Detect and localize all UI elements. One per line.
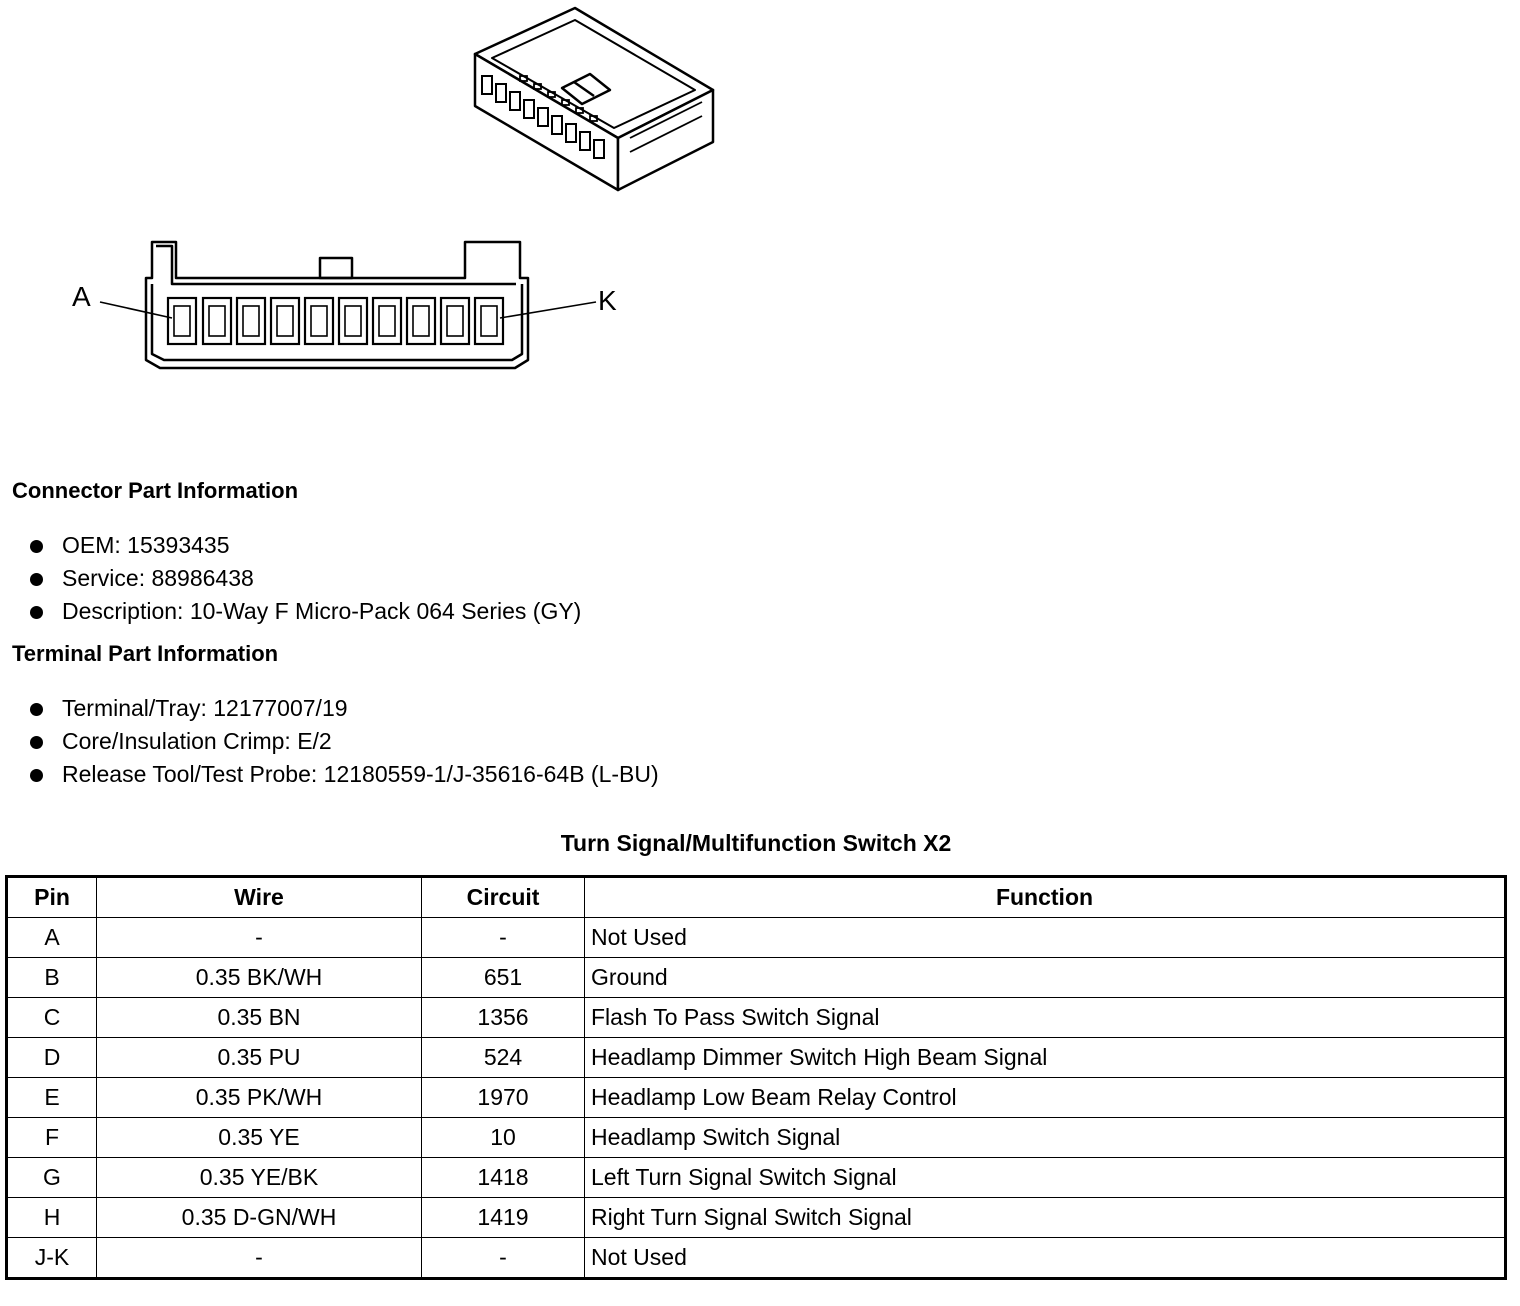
cell-circuit: 524 (422, 1038, 585, 1078)
list-item: Terminal/Tray: 12177007/19 (28, 692, 659, 725)
terminal-part-info-title: Terminal Part Information (12, 641, 279, 666)
cell-circuit: 1418 (422, 1158, 585, 1198)
cell-wire: - (97, 918, 422, 958)
cell-circuit: 10 (422, 1118, 585, 1158)
header-function: Function (585, 877, 1506, 918)
cell-pin: G (7, 1158, 97, 1198)
table-row (7, 1238, 1506, 1279)
pin-k-label: K (598, 285, 617, 316)
cell-pin: C (7, 998, 97, 1038)
connector-part-info-title: Connector Part Information (12, 478, 299, 503)
cell-wire: 0.35 D-GN/WH (97, 1198, 422, 1238)
bullet-icon (30, 736, 43, 749)
cell-pin: D (7, 1038, 97, 1078)
bullet-icon (30, 540, 43, 553)
list-item: Description: 10-Way F Micro-Pack 064 Series (GY) (28, 595, 581, 628)
cell-circuit: 1356 (422, 998, 585, 1038)
list-item: Release Tool/Test Probe: 12180559-1/J-35616-64B (L-BU) (28, 758, 659, 791)
bullet-icon (30, 606, 43, 619)
terminal-part-info-list (28, 692, 659, 791)
header-wire: Wire (97, 877, 422, 918)
cell-function: Not Used (585, 1238, 1506, 1279)
cell-wire: 0.35 BN (97, 998, 422, 1038)
header-pin: Pin (7, 877, 97, 918)
table-title: Turn Signal/Multifunction Switch X2 (560, 830, 952, 856)
cell-circuit: 1970 (422, 1078, 585, 1118)
cell-pin: F (7, 1118, 97, 1158)
cell-wire: 0.35 YE (97, 1118, 422, 1158)
table-row (7, 998, 1506, 1038)
connector-isometric-drawing (470, 2, 720, 198)
cell-function: Ground (585, 958, 1506, 998)
cell-pin: E (7, 1078, 97, 1118)
cell-pin: B (7, 958, 97, 998)
cell-wire: 0.35 YE/BK (97, 1158, 422, 1198)
header-circuit: Circuit (422, 877, 585, 918)
table-row (7, 1078, 1506, 1118)
table-row (7, 1038, 1506, 1078)
cell-function: Not Used (585, 918, 1506, 958)
table-row (7, 1118, 1506, 1158)
cell-pin: A (7, 918, 97, 958)
cell-circuit: - (422, 1238, 585, 1279)
list-item: Service: 88986438 (28, 562, 581, 595)
cell-pin: J-K (7, 1238, 97, 1279)
table-row (7, 958, 1506, 998)
list-item: OEM: 15393435 (28, 529, 581, 562)
cell-function: Left Turn Signal Switch Signal (585, 1158, 1506, 1198)
cell-wire: 0.35 BK/WH (97, 958, 422, 998)
table-row (7, 1158, 1506, 1198)
cell-wire: 0.35 PU (97, 1038, 422, 1078)
cell-pin: H (7, 1198, 97, 1238)
connector-part-info-list (28, 529, 581, 628)
cell-function: Headlamp Dimmer Switch High Beam Signal (585, 1038, 1506, 1078)
connector-face-view (60, 232, 620, 387)
cell-function: Flash To Pass Switch Signal (585, 998, 1506, 1038)
bullet-icon (30, 573, 43, 586)
cell-wire: - (97, 1238, 422, 1279)
bullet-icon (30, 769, 43, 782)
cell-wire: 0.35 PK/WH (97, 1078, 422, 1118)
table-header-row (7, 877, 1506, 918)
pinout-table (5, 875, 1507, 1280)
table-row (7, 918, 1506, 958)
bullet-icon (30, 703, 43, 716)
table-row (7, 1198, 1506, 1238)
cell-circuit: 651 (422, 958, 585, 998)
cell-circuit: 1419 (422, 1198, 585, 1238)
cell-circuit: - (422, 918, 585, 958)
cell-function: Headlamp Low Beam Relay Control (585, 1078, 1506, 1118)
list-item: Core/Insulation Crimp: E/2 (28, 725, 659, 758)
cell-function: Headlamp Switch Signal (585, 1118, 1506, 1158)
pin-a-label: A (72, 281, 91, 312)
cell-function: Right Turn Signal Switch Signal (585, 1198, 1506, 1238)
